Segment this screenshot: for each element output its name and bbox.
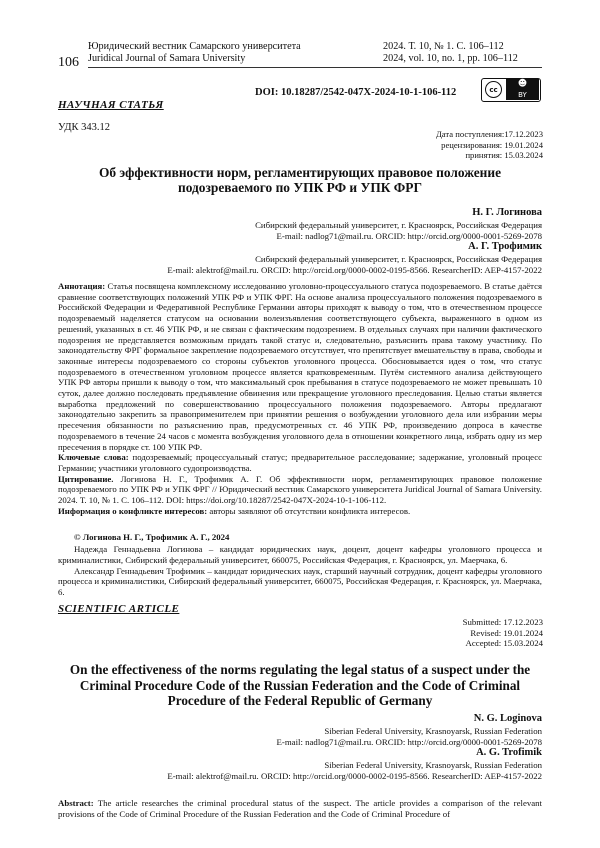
keywords-label: Ключевые слова: — [58, 452, 129, 463]
abstract-label: Аннотация: — [58, 281, 106, 291]
author-contacts: E-mail: nadlog71@mail.ru. ORCID: http://orcid.org/0000-0001-5269-2078 — [276, 737, 542, 747]
issue-info — [383, 41, 518, 65]
dates-en — [360, 617, 543, 649]
issue-info-en: 2024, vol. 10, no. 1, pp. 106–112 — [383, 53, 518, 64]
abstract-text: Статья посвящена комплексному исследованию уголовно-процессуального статуса подозреваемого. В статье даётся сравнение соответствующих положений УПК РФ и УПК ФРГ. На основе анализа процессуального положения подозреваемого в Российской Федерации и Федеративной Республике Германии авторы приходят к выводу о том, что в отечественном процессе подозреваемый наделяется статусом на основании волеизъявления соответствующего субъекта, выраженного в одном из решений, указанных в ст. 46 УПК РФ, и не связан с фактическим подозрением. В отдельных случаях при наличии фактического подозрения не представляется возможным придать такой статус и, следовательно, разъяснить права такому участнику. По законодательству ФРГ формальное закрепление подозреваемого отсутствует, что препятствует вмешательству в права, свободы и законные интересы подозреваемого со стороны субъектов уголовного процесса. Обосновывается идея о том, что статус подозреваемого в отечественном уголовном процессе является кратковременным. Путём системного анализа действующего УПК РФ авторы пришли к выводу о том, что максимальный срок пребывания в статусе подозреваемого не может превышать 10 суток, далее должно последовать предъявление обвинения или прекращение уголовного преследования. Целью статьи является выработка предложений по совершенствованию процессуального положения подозреваемого. Авторы предлагают законодательно закрепить за правоприменителем при принятии решения о возбуждении уголовного дела или избрании меры пресечения обязанности по разъяснению прав, предусмотренных ст. 46 УПК РФ, произведению допроса в качестве подозреваемого в течение 24 часов с момента возбуждения уголовного дела в отношении конкретного лица, избрать одну из мер пресечения в порядке ст. 100 УПК РФ. — [58, 281, 542, 452]
author-name-en-2: A. G. Trofimik — [476, 747, 542, 758]
author-contacts: E-mail: alektrof@mail.ru. ORCID: http://orcid.org/0000-0002-0195-8566. ResearcherID: AEP-4157-2022 — [167, 265, 542, 275]
conflict-label: Информация о конфликте интересов: — [58, 505, 208, 516]
author-contacts: E-mail: nadlog71@mail.ru. ORCID: http://orcid.org/0000-0001-5269-2078 — [276, 231, 542, 241]
conflict-ru — [58, 506, 542, 517]
cc-icon: cc — [485, 81, 502, 98]
author-affiliation-ru-2 — [58, 254, 542, 276]
abstract-block-en — [58, 798, 542, 820]
author-affiliation-en-2 — [58, 760, 542, 782]
date-accepted-en: Accepted: 15.03.2024 — [465, 638, 543, 649]
author-bios-ru — [58, 544, 542, 598]
author-affiliation-ru-1 — [58, 220, 542, 242]
abstract-ru — [58, 281, 542, 452]
keywords-ru — [58, 452, 542, 473]
cc-license-badge[interactable] — [481, 78, 541, 102]
udk-code: УДК 343.12 — [58, 122, 111, 133]
affiliation-text: Сибирский федеральный университет, г. Красноярск, Российская Федерация — [255, 220, 542, 230]
conflict-text: авторы заявляют об отсутствии конфликта интересов. — [209, 505, 411, 516]
date-revised-en: Revised: 19.01.2024 — [470, 627, 543, 638]
article-title-ru: Об эффективности норм, регламентирующих правовое положение подозреваемого по УПК РФ и УПК ФРГ — [98, 165, 502, 195]
abstract-text: The article researches the criminal procedural status of the suspect. The article provides a comparison of the relevant provisions of the Code of Criminal Procedure of the Russian Federation and the Code of Criminal Procedure of — [58, 798, 542, 819]
citation-ru — [58, 474, 542, 506]
author-affiliation-en-1 — [58, 726, 542, 748]
by-attribution-icon: ☻ BY — [506, 79, 539, 100]
date-accepted-ru: принятия: 15.03.2024 — [465, 150, 543, 160]
keywords-text: подозреваемый; процессуальный статус; предварительное расследование; задержание, уголовный процесс Германии; участники уголовного судопроизводства. — [58, 452, 542, 473]
author-name-ru-2: А. Г. Трофимик — [468, 241, 542, 252]
affiliation-text: Siberian Federal University, Krasnoyarsk, Russian Federation — [324, 760, 542, 770]
author-bio-1: Надежда Геннадьевна Логинова – кандидат юридических наук, доцент, доцент кафедры уголовного процесса и криминалистики, Сибирский федеральный университет, 660075, Российская Федерация, г. Красноярск, ул. Маерчака, 6. — [58, 544, 542, 565]
citation-label: Цитирование. — [58, 473, 114, 484]
abstract-en — [58, 798, 542, 820]
citation-text: Логинова Н. Г., Трофимик А. Г. Об эффективности норм, регламентирующих правовое положение подозреваемого по УПК РФ и УПК ФРГ // Юридический вестник Самарского университета Juridical Journal of Samara University. 2024. Т. 10, № 1. С. 106–112. DOI: https://doi.org/10.18287/2542-047X-2024-10-1-106-112. — [58, 473, 542, 506]
author-contacts: E-mail: alektrof@mail.ru. ORCID: http://orcid.org/0000-0002-0195-8566. ResearcherID: AEP-4157-2022 — [167, 771, 542, 781]
journal-name-en: Juridical Journal of Samara University — [88, 53, 246, 64]
doi[interactable]: DOI: 10.18287/2542-047X-2024-10-1-106-112 — [255, 87, 457, 98]
date-submitted-en: Submitted: 17.12.2023 — [462, 617, 543, 627]
affiliation-text: Siberian Federal University, Krasnoyarsk, Russian Federation — [324, 726, 542, 736]
section-label-ru: НАУЧНАЯ СТАТЬЯ — [58, 99, 164, 111]
date-reviewed-ru: рецензирования: 19.01.2024 — [441, 139, 543, 150]
author-bio-2: Александр Геннадьевич Трофимик – кандидат юридических наук, старший научный сотрудник, доцент кафедры уголовного процесса и криминалистики, Сибирский федеральный университет, 660075, Российская Федерация, г. Красноярск, ул. Маерчака, 6. — [58, 565, 542, 598]
dates-ru — [360, 129, 543, 161]
section-label-en: SCIENTIFIC ARTICLE — [58, 603, 180, 615]
journal-name — [88, 41, 301, 65]
author-name-ru-1: Н. Г. Логинова — [472, 207, 542, 218]
journal-name-ru: Юридический вестник Самарского университета — [88, 41, 301, 52]
page-number: 106 — [58, 55, 79, 70]
date-submitted-ru: Дата поступления:17.12.2023 — [435, 129, 543, 139]
by-label: BY — [518, 91, 527, 99]
abstract-block-ru — [58, 281, 542, 516]
header-divider — [88, 67, 542, 68]
issue-info-ru: 2024. Т. 10, № 1. С. 106–112 — [383, 41, 504, 52]
affiliation-text: Сибирский федеральный университет, г. Красноярск, Российская Федерация — [255, 254, 542, 264]
abstract-label: Abstract: — [58, 798, 94, 808]
article-title-en: On the effectiveness of the norms regulating the legal status of a suspect under the Criminal Procedure Code of the Russian Federation and the Code of Criminal Procedure of the Federal Republic of Germany — [69, 662, 531, 708]
copyright: © Логинова Н. Г., Трофимик А. Г., 2024 — [74, 532, 230, 542]
author-name-en-1: N. G. Loginova — [473, 713, 542, 724]
